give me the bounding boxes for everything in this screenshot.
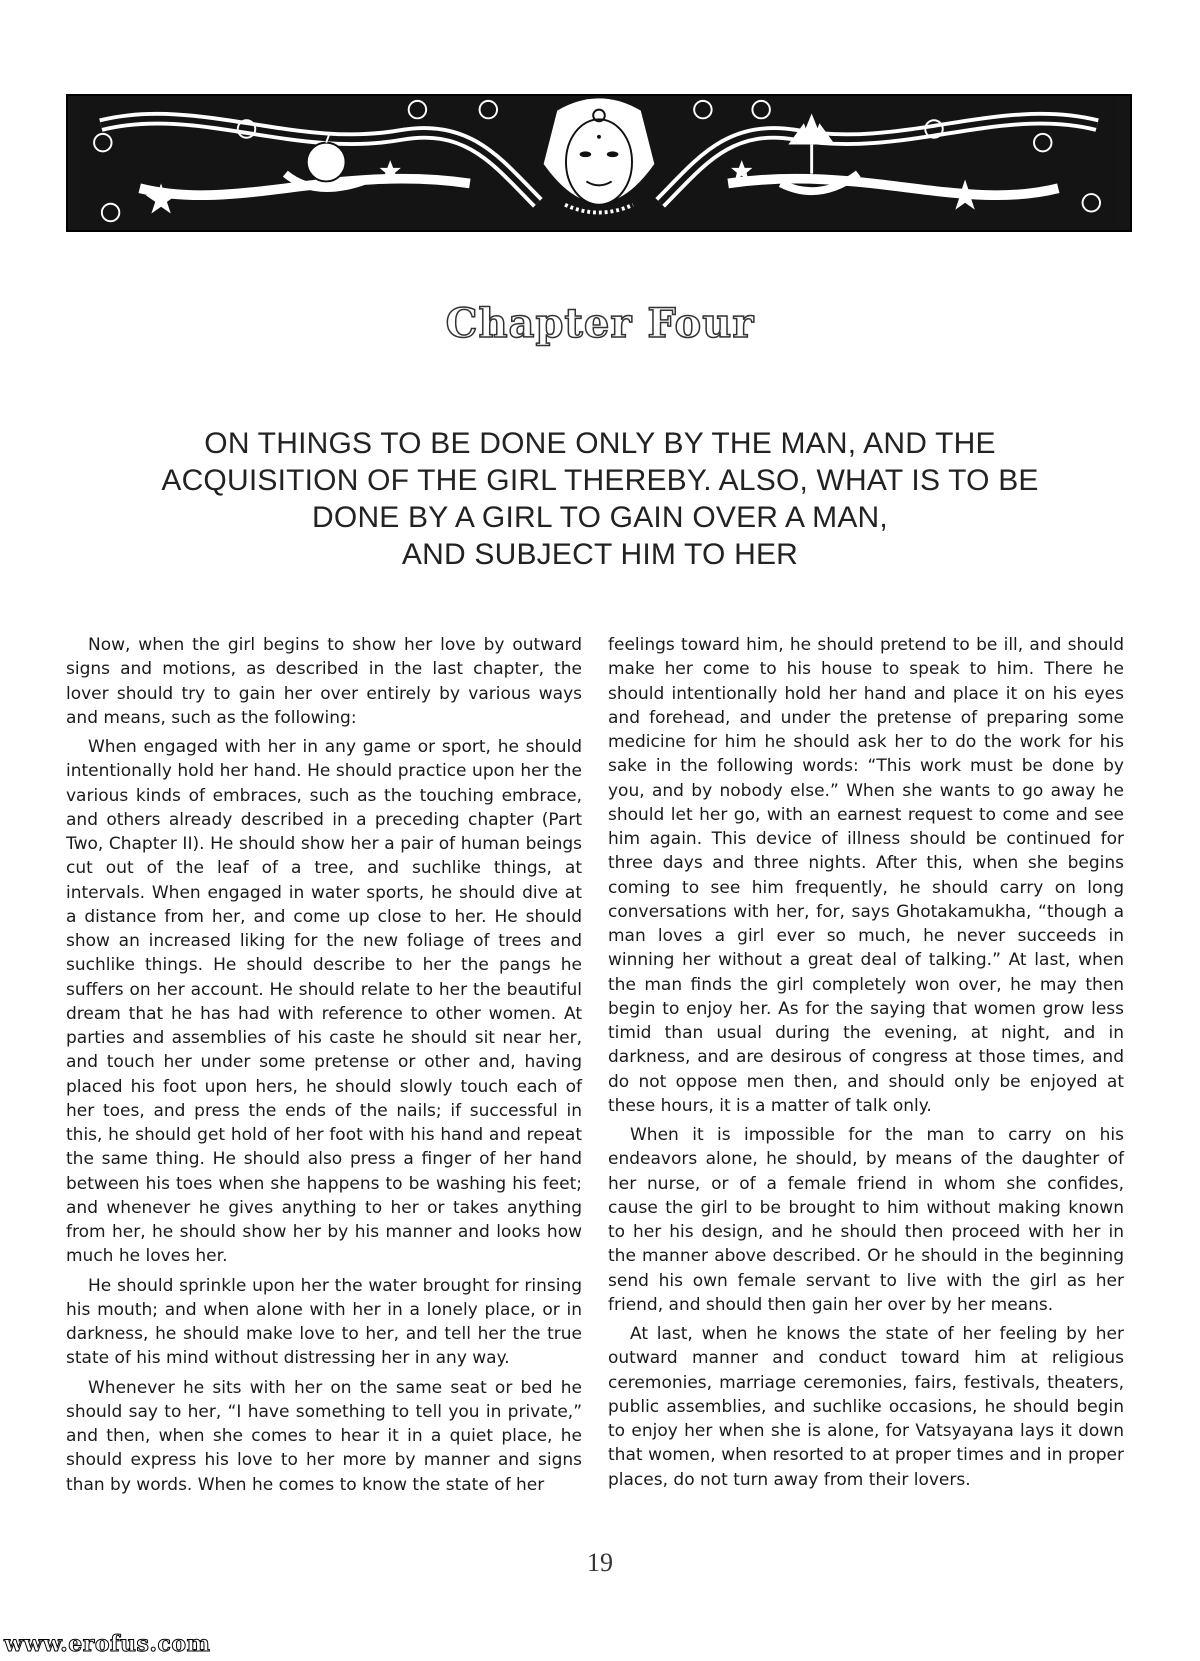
paragraph: feelings toward him, he should pretend to be ill, and should make her come to his house to speak to him. There he should intentionally hold her hand and place it on his eyes and forehead, and under the pretense of preparing some medicine for him he should ask her to do the work for his sake in the following words: “This work must be done by you, and by nobody else.” When she wants to go away he should let her go, with an earnest request to come and see him again. This device of illness should be continued for three days and three nights. After this, when she begins coming to see him frequently, he should carry on long conversations with her, for, says Ghotakamukha, “though a man loves a girl ever so much, he never succeeds in winning her without a great deal of talking.” At last, when the man finds the girl completely won over, he may then begin to enjoy her. As for the saying that women grow less timid than usual during the evening, at night, and in darkness, and are desirous of congress at those times, and do not oppose men then, and should only be enjoyed at these hours, it is a matter of talk only. [608, 635, 1124, 1116]
watermark: www.erofus.com [4, 1631, 211, 1657]
paragraph: Whenever he sits with her on the same seat or bed he should say to her, “I have something to tell you in private,” and then, when she comes to hear it in a quiet place, he should express his love to her more by manner and signs than by words. When he comes to know the state of her [66, 1377, 582, 1495]
chapter-subtitle [80, 425, 1120, 573]
right-text-column [608, 633, 1124, 1497]
ornamental-banner-illustration [68, 96, 1130, 230]
subtitle-line: ON THINGS TO BE DONE ONLY BY THE MAN, AND THE [204, 427, 996, 460]
paragraph: Now, when the girl begins to show her love by outward signs and motions, as described in the last chapter, the lover should try to gain her over entirely by various ways and means, such as the following: [66, 635, 582, 728]
paragraph: He should sprinkle upon her the water brought for rinsing his mouth; and when alone with her in a lonely place, or in darkness, he should make love to her, and tell her the true state of his mind without distressing her in any way. [66, 1275, 582, 1369]
subtitle-line: ACQUISITION OF THE GIRL THEREBY. ALSO, WHAT IS TO BE [161, 464, 1039, 497]
paragraph: When it is impossible for the man to carry on his endeavors alone, he should, by means of the daughter of her nurse, or of a female friend in whom she confides, cause the girl to be brought to him without making known to her his design, and he should then proceed with her in the manner above described. Or he should in the beginning send his own female servant to live with the girl as her friend, and should then gain her over by her means. [608, 1125, 1124, 1315]
page-number: 19 [587, 1548, 613, 1577]
subtitle-line: AND SUBJECT HIM TO HER [401, 538, 799, 571]
paragraph: At last, when he knows the state of her feeling by her outward manner and conduct toward him at religious ceremonies, marriage ceremonies, fairs, festivals, theaters, public assemblies, and suchlike occasions, he should begin to enjoy her when she is alone, for Vatsyayana lays it down that women, when resorted to at proper times and in proper places, do not turn away from their lovers. [608, 1324, 1124, 1490]
subtitle-line: DONE BY A GIRL TO GAIN OVER A MAN, [312, 501, 888, 534]
ornamental-banner [66, 94, 1132, 232]
paragraph: When engaged with her in any game or sport, he should intentionally hold her hand. He should practice upon her the various kinds of embraces, such as the touching embrace, and others already described in a preceding chapter (Part Two, Chapter II). He should show her a pair of human beings cut out of the leaf of a tree, and suchlike things, at intervals. When engaged in water sports, he should dive at a distance from her, and come up close to her. He should show an increased liking for the new foliage of trees and suchlike things. He should describe to her the pangs he suffers on her account. He should relate to her the beautiful dream that he has had with reference to other women. At parties and assemblies of his caste he should sit near her, and touch her under some pretense or other and, having placed his foot upon hers, he should slowly touch each of her toes, and press the ends of the nails; if successful in this, he should get hold of her foot with his hand and repeat the same thing. He should also press a finger of her hand between his toes when she happens to be washing his feet; and whenever he gives anything to her or takes anything from her, he should show her by his manner and looks how much he loves her. [66, 737, 582, 1267]
left-text-column [66, 633, 582, 1502]
chapter-heading: Chapter Four [445, 300, 755, 347]
